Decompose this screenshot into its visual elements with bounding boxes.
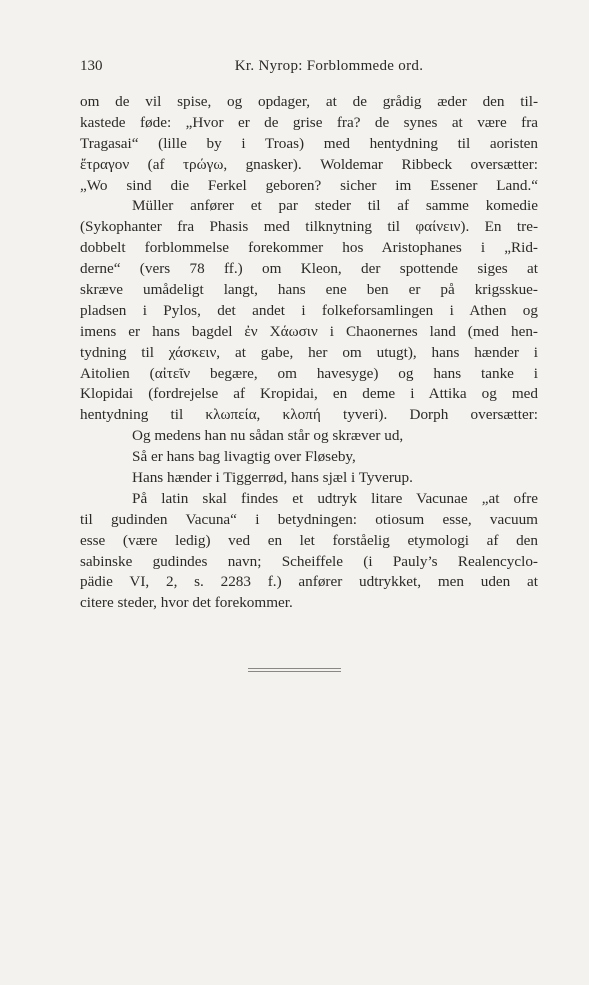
text-line: skræve umådeligt langt, hans ene ben er på krigsskue- — [80, 281, 538, 299]
verse-line: Og medens han nu sådan står og skræver ud, — [132, 427, 404, 445]
separator-rule — [248, 668, 341, 669]
text-line: sabinske gudindes navn; Scheiffele (i Pauly’s Realencyclo- — [80, 552, 538, 570]
text-line: derne“ (vers 78 ff.) om Kleon, der spottende siges at — [80, 260, 538, 278]
text-line: Aitolien (αἰτεῖν begære, om havesyge) og hans tanke i — [80, 364, 538, 382]
text-line: imens er hans bagdel ἐν Χάωσιν i Chaonernes land (med hen- — [80, 322, 538, 340]
text-line: hentydning til κλωπεία, κλοπή tyveri). Dorph oversætter: — [80, 406, 538, 424]
text-line: kastede føde: „Hvor er de grise fra? de synes at være fra — [80, 113, 538, 131]
text-line: ἔτραγον (af τρώγω, gnasker). Woldemar Ribbeck oversætter: — [80, 155, 538, 173]
text-line: til gudinden Vacuna“ i betydningen: otiosum esse, vacuum — [80, 510, 538, 528]
text-line: (Sykophanter fra Phasis med tilknytning til φαίνειν). En tre- — [80, 218, 538, 236]
text-line: pladsen i Pylos, det andet i folkeforsamlingen i Athen og — [80, 301, 538, 319]
text-line: om de vil spise, og opdager, at de grådig æder den til- — [80, 93, 538, 110]
running-title: Kr. Nyrop: Forblommede ord. — [234, 58, 424, 74]
verse-line: Hans hænder i Tiggerrød, hans sjæl i Tyverup. — [132, 469, 413, 487]
text-line: tydning til χάσκειν, at gabe, her om utugt), hans hænder i — [80, 343, 538, 361]
body-text — [80, 92, 538, 614]
text-line: På latin skal findes et udtryk litare Vacunae „at ofre — [132, 489, 538, 507]
text-line: pädie VI, 2, s. 2283 f.) anfører udtrykket, men uden at — [80, 573, 538, 591]
text-line: Klopidai (fordrejelse af Kropidai, en deme i Attika og med — [80, 385, 538, 403]
separator-rule — [248, 671, 341, 672]
text-line: Müller anfører et par steder til af samme komedie — [132, 197, 538, 215]
page-number: 130 — [80, 58, 103, 74]
text-line: „Wo sind die Ferkel geboren? sicher im Essener Land.“ — [80, 176, 538, 194]
text-line: esse (være ledig) ved en let forståelig etymologi af den — [80, 531, 538, 549]
text-line: Tragasai“ (lille by i Troas) med hentydning til aoristen — [80, 134, 538, 152]
text-line: dobbelt forblommelse forekommer hos Aristophanes i „Rid- — [80, 239, 538, 257]
text-line: citere steder, hvor det forekommer. — [80, 594, 293, 612]
page-header — [80, 58, 538, 80]
verse-line: Så er hans bag livagtig over Fløseby, — [132, 448, 356, 466]
